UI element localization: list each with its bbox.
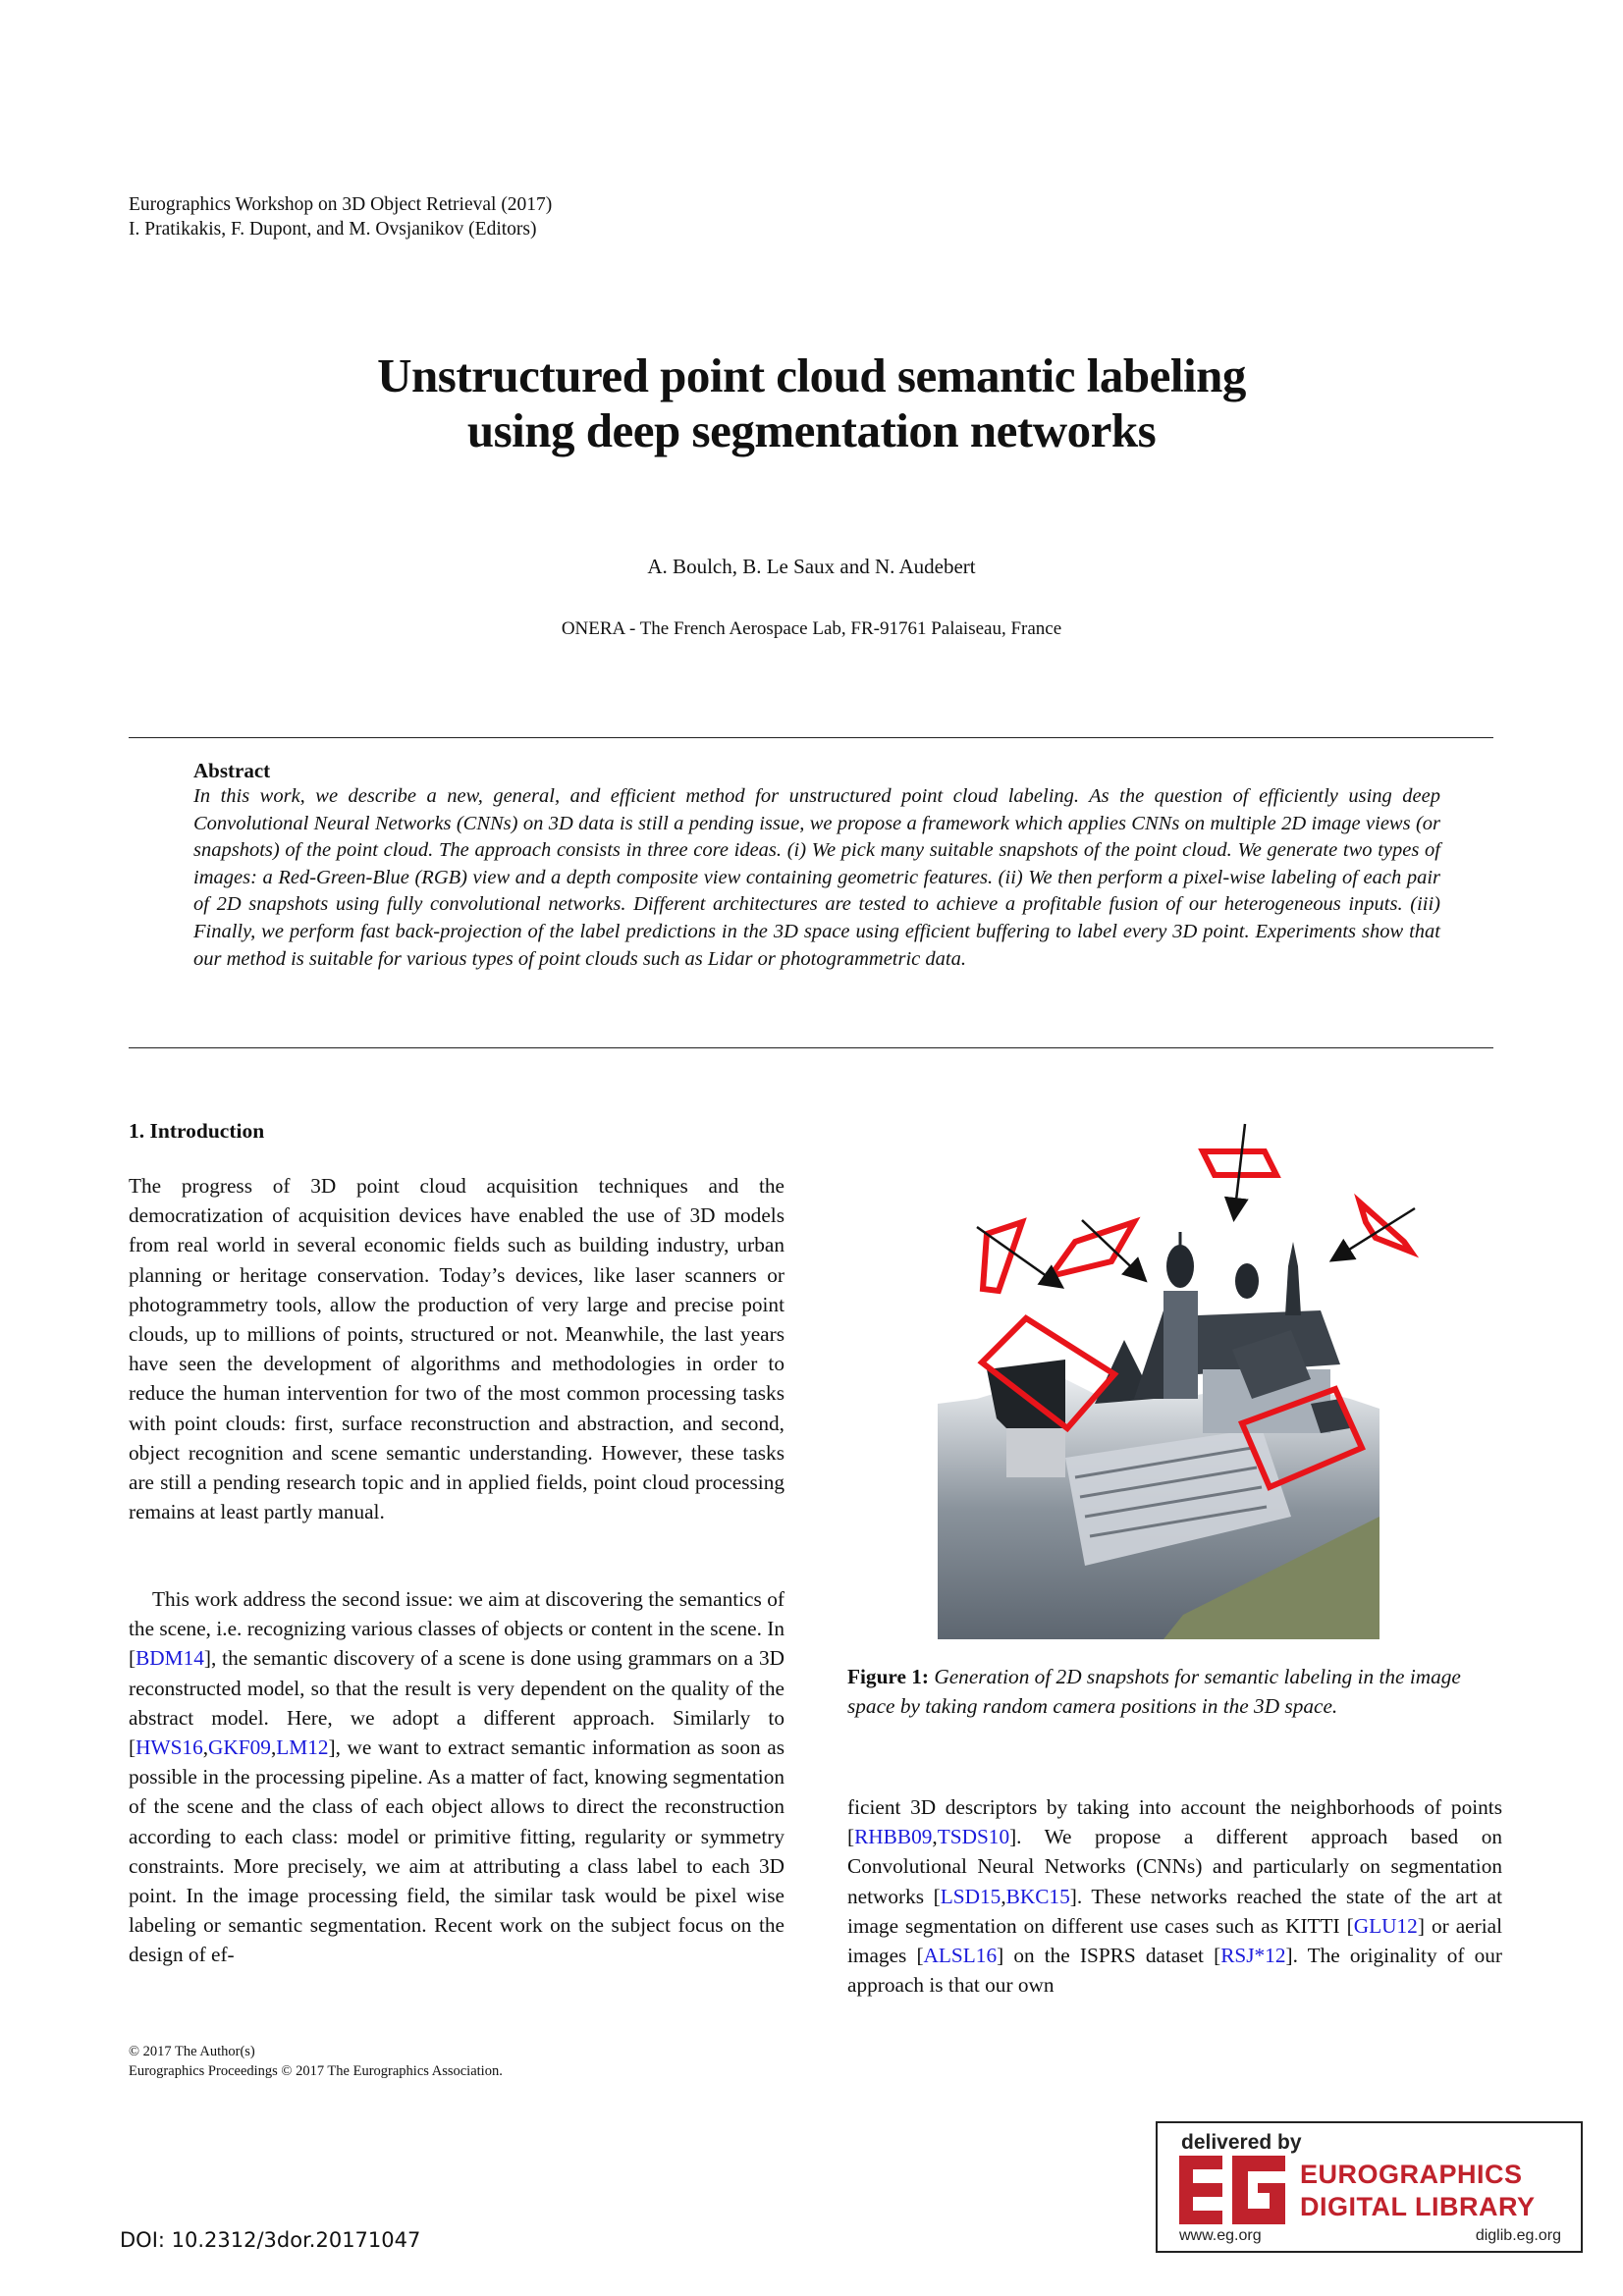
text: ficient 3D descriptors by taking into account the neighborhoods of points [ <box>847 1795 1502 1849</box>
caption-text: Generation of 2D snapshots for semantic labeling in the image space by taking random camera positions in the 3D space. <box>847 1665 1461 1718</box>
camera-direction-arrows <box>977 1124 1415 1286</box>
abstract-text: In this work, we describe a new, general, and efficient method for unstructured point cloud labeling. As the question of efficiently using deep Convolutional Neural Networks (CNNs) on 3D data is still a pending issue, we propose a framework which applies CNNs on multiple 2D image views (or snapshots) of the point cloud. The approach consists in three core ideas. (i) We pick many suitable snapshots of the point cloud. We generate two types of images: a Red-Green-Blue (RGB) view and a depth composite view containing geometric features. (ii) We then perform a pixel-wise labeling of each pair of 2D snapshots using fully convolutional networks. Different architectures are tested to achieve a profitable fusion of our heterogeneous inputs. (iii) Finally, we perform fast back-projection of the label predictions in the 3D space using efficient buffering to label every 3D point. Experiments show that our method is suitable for various types of point clouds such as Lidar or photogrammetric data. <box>193 785 1440 970</box>
abstract-top-rule <box>129 737 1493 738</box>
eg-logo-icon <box>1179 2156 1285 2224</box>
section-heading: 1. Introduction <box>129 1119 265 1143</box>
title-line-1: Unstructured point cloud semantic labeling <box>377 348 1246 402</box>
delivered-by-label: delivered by <box>1181 2131 1302 2154</box>
figure-label: Figure 1: <box>847 1665 930 1688</box>
paper-title <box>0 348 1623 458</box>
abstract-bottom-rule <box>129 1047 1493 1048</box>
abstract <box>193 758 1440 973</box>
text: This work address the second issue: we aim at discovering the semantics of the scene, i.e. recognizing various classes of objects or content in the scene. In [ <box>129 1587 784 1671</box>
citation-link[interactable]: GLU12 <box>1353 1913 1418 1938</box>
eg-website-link[interactable]: www.eg.org <box>1179 2227 1262 2244</box>
figure-1-caption <box>847 1662 1502 1721</box>
copyright-line-2: Eurographics Proceedings © 2017 The Eurographics Association. <box>129 2063 503 2079</box>
intro-paragraph-2: This work address the second issue: we aim at discovering the semantics of the scene, i.e. recognizing various classes of objects or content in the scene. In [BDM14], the semantic discovery of a scene is done using grammars on a 3D reconstructed model, so that the result is very dependent on the quality of the abstract model. Here, we adopt a different approach. Similarly to [HWS16,GKF09,LM12], we want to extract semantic information as soon as possible in the processing pipeline. As a matter of fact, knowing segmentation of the scene and the class of each object allows to direct the reconstruction according to each class: model or primitive fitting, regularity or symmetry constraints. More precisely, we aim at attributing a class label to each 3D point. In the image processing field, the similar task would be pixel wise labeling or semantic segmentation. Recent work on the subject focus on the design of ef- <box>129 1587 784 1967</box>
text: ], we want to extract semantic information as soon as possible in the processing pipeline. As a matter of fact, knowing segmentation of the scene and the class of each object allows to direct the reconstruction according to each class: model or primitive fitting, regularity or symmetry constraints. More precisely, we aim at attributing a class label to each 3D point. In the image processing field, the similar task would be pixel wise labeling or semantic segmentation. Recent work on the subject focus on the design of ef- <box>129 1735 784 1967</box>
text: ]. The originality of our approach is that our own <box>847 1944 1502 1998</box>
diglib-website-link[interactable]: diglib.eg.org <box>1475 2227 1561 2244</box>
intro-paragraph-3: ficient 3D descriptors by taking into account the neighborhoods of points [RHBB09,TSDS10]. We propose a different approach based on Convolutional Neural Networks (CNNs) and particularly on segmentation networks [LSD15,BKC15]. These networks reached the state of the art at image segmentation on different use cases such as KITTI [GLU12] or aerial images [ALSL16] on the ISPRS dataset [RSJ*12]. The originality of our approach is that our own <box>847 1795 1502 1998</box>
intro-paragraph-1: The progress of 3D point cloud acquisition techniques and the democratization of acquisition devices have enabled the use of 3D models from real world in several economic fields such as building industry, urban planning or heritage conservation. Today’s devices, like laser scanners or photogrammetry tools, allow the production of very large and precise point clouds, up to millions of points, structured or not. Meanwhile, the last years have seen the development of algorithms and methodologies in order to reduce the human intervention for two of the most common processing tasks with point clouds: first, surface reconstruction and abstraction, and second, object recognition and scene semantic understanding. However, these tasks are still a pending research topic and in applied fields, point cloud processing remains at least partly manual. <box>129 1174 784 1524</box>
text: ] on the ISPRS dataset [ <box>997 1944 1221 1968</box>
eurographics-wordmark: EUROGRAPHICS <box>1300 2160 1523 2189</box>
figure-1-image <box>938 1104 1419 1639</box>
citation-link[interactable]: RSJ*12 <box>1220 1944 1286 1968</box>
citation-link[interactable]: ALSL16 <box>923 1944 998 1968</box>
doi-label: DOI: 10.2312/3dor.20171047 <box>120 2228 421 2252</box>
text: ], the semantic discovery of a scene is done using grammars on a 3D reconstructed model, so that the result is very dependent on the quality of the abstract model. Here, we adopt a different approach. Similarly to [ <box>129 1646 784 1760</box>
venue-header <box>129 192 552 241</box>
title-line-2: using deep segmentation networks <box>466 403 1157 457</box>
citation-link[interactable]: GKF09 <box>208 1735 271 1760</box>
text: ] or aerial images [ <box>847 1913 1502 1968</box>
authors: A. Boulch, B. Le Saux and N. Audebert <box>647 555 976 578</box>
digital-library-wordmark: DIGITAL LIBRARY <box>1300 2192 1536 2221</box>
citation-link[interactable]: LSD15 <box>940 1884 1001 1908</box>
citation-link[interactable]: TSDS10 <box>937 1825 1010 1849</box>
text: ]. We propose a different approach based on Convolutional Neural Networks (CNNs) and particularly on segmentation networks [ <box>847 1825 1502 1908</box>
citation-link[interactable]: LM12 <box>276 1735 329 1760</box>
eg-digital-library-badge[interactable] <box>1156 2121 1583 2253</box>
citation-link[interactable]: HWS16 <box>135 1735 203 1760</box>
editors-line: I. Pratikakis, F. Dupont, and M. Ovsjanikov (Editors) <box>129 219 537 240</box>
affiliation: ONERA - The French Aerospace Lab, FR-91761 Palaiseau, France <box>561 618 1062 639</box>
citation-link[interactable]: BKC15 <box>1005 1884 1070 1908</box>
citation-link[interactable]: RHBB09 <box>854 1825 933 1849</box>
copyright-line-1: © 2017 The Author(s) <box>129 2044 255 2059</box>
venue-line: Eurographics Workshop on 3D Object Retrieval (2017) <box>129 194 553 215</box>
point-cloud-scene <box>938 1232 1380 1639</box>
text: ]. These networks reached the state of the art at image segmentation on different use cases such as KITTI [ <box>847 1884 1502 1938</box>
citation-link[interactable]: BDM14 <box>135 1646 204 1671</box>
copyright-notice <box>129 2042 503 2081</box>
abstract-heading: Abstract <box>193 759 271 782</box>
